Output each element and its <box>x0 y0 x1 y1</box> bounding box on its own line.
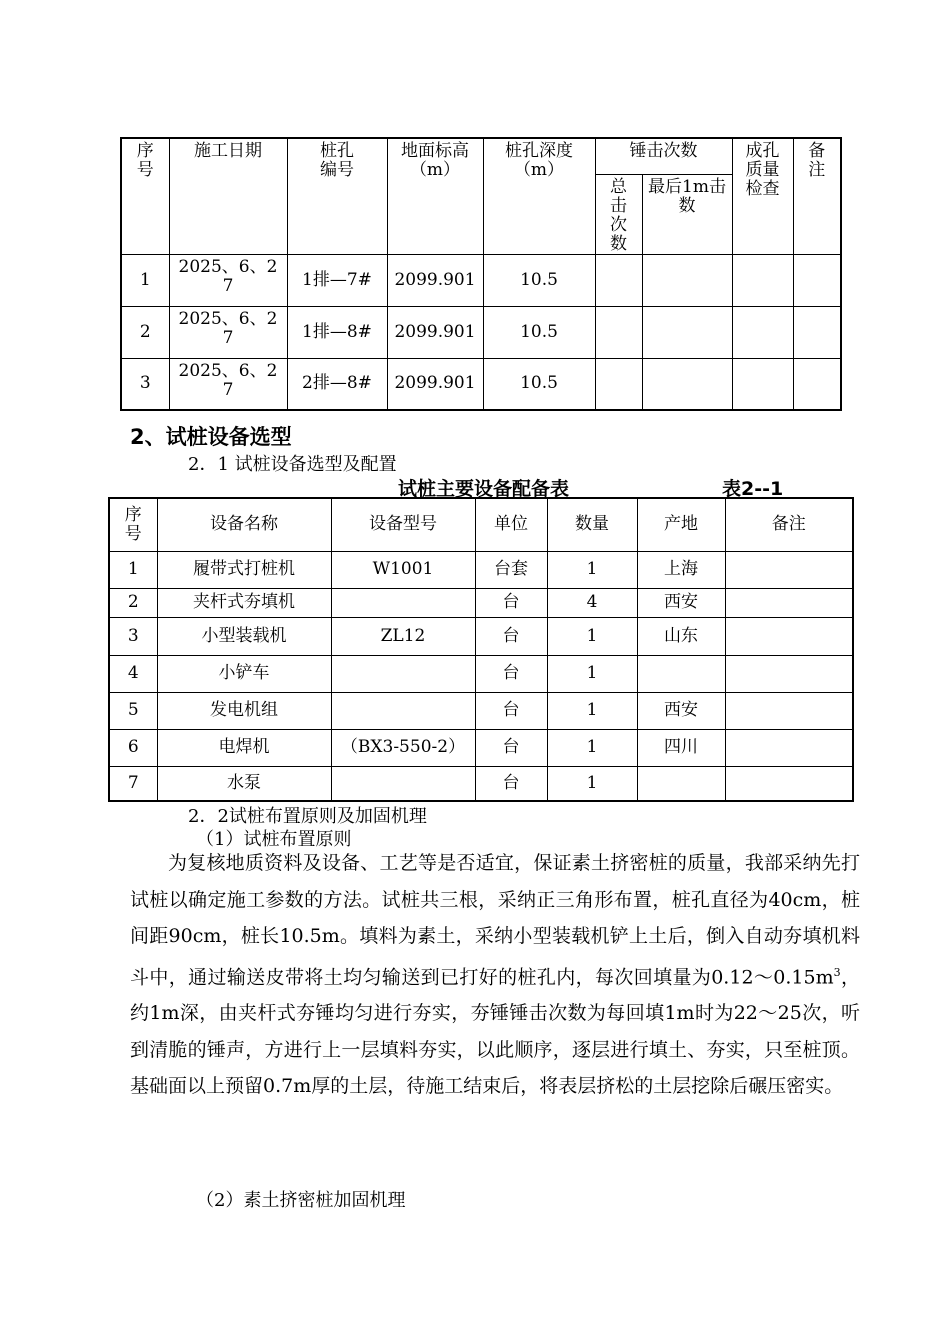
section-2-2-title: 2．2试桩布置原则及加固机理 <box>188 806 427 827</box>
equip-table-title: 试桩主要设备配备表 <box>398 478 570 500</box>
body-paragraph: 为复核地质资料及设备、工艺等是否适宜，保证素土挤密桩的质量，我部采纳先打试桩以确定施工参数的方法。试桩共三根，采纳正三角形布置，桩孔直径为40cm，桩间距90cm，桩长10.5m。填料为素土，采纳小型装载机铲上土后，倒入自动夯填机料斗中，通过输送皮带将土均匀输送到已打好的桩孔内，每次回填量为$0.12\sim 0.15m^3$，约1m深，由夹杆式夯锤均匀进行夯实，夯锤锤击次数为每回填1m时为22～25次，听到清脆的锤声，方进行上一层填料夯实，以此顺序，逐层进行填土、夯实，只至桩顶。基础面以上预留0.7m厚的土层，待施工结束后，将表层挤松的土层挖除后碾压密实。 <box>130 852 860 1098</box>
header-hammer: 锤击次数 <box>595 138 732 174</box>
section-2-1-title: 2．1 试桩设备选型及配置 <box>188 454 397 475</box>
table-row: 3 小型装载机 ZL12 台 1 山东 <box>109 617 853 655</box>
table-row: 2 2025、6、27 1排—8# 2099.901 10.5 <box>121 306 841 358</box>
header-date: 施工日期 <box>169 138 287 254</box>
table-row: 3 2025、6、27 2排—8# 2099.901 10.5 <box>121 358 841 410</box>
header-remark: 备注 <box>793 138 841 254</box>
header-hammer-last: 最后1m击数 <box>642 174 732 254</box>
header-quality: 成孔质量检查 <box>732 138 793 254</box>
header-elevation: 地面标高（m） <box>387 138 483 254</box>
equip-table-number: 表2--1 <box>722 478 784 500</box>
subsection-2-title: （2）素土挤密桩加固机理 <box>196 1190 406 1211</box>
table-row: 4 小铲车 台 1 <box>109 655 853 692</box>
equipment-table <box>108 497 854 802</box>
header-pile-no: 桩孔编号 <box>287 138 387 254</box>
table-row: 6 电焊机 （BX3-550-2） 台 1 四川 <box>109 729 853 766</box>
table-row: 1 2025、6、27 1排—7# 2099.901 10.5 <box>121 254 841 306</box>
header-hammer-total: 总击次数 <box>595 174 642 254</box>
header-seq: 序号 <box>121 138 169 254</box>
table-row: 2 夹杆式夯填机 台 4 西安 <box>109 588 853 617</box>
table-row: 7 水泵 台 1 <box>109 766 853 801</box>
table-row: 5 发电机组 台 1 西安 <box>109 692 853 729</box>
table-row: 1 履带式打桩机 W1001 台套 1 上海 <box>109 551 853 588</box>
header-depth: 桩孔深度（m） <box>483 138 595 254</box>
pile-test-table <box>120 137 842 411</box>
equip-header-row: 序号 设备名称 设备型号 单位 数量 产地 备注 <box>109 498 853 551</box>
section-2-title: 2、试桩设备选型 <box>130 425 292 449</box>
subsection-1-title: （1）试桩布置原则 <box>196 829 352 850</box>
